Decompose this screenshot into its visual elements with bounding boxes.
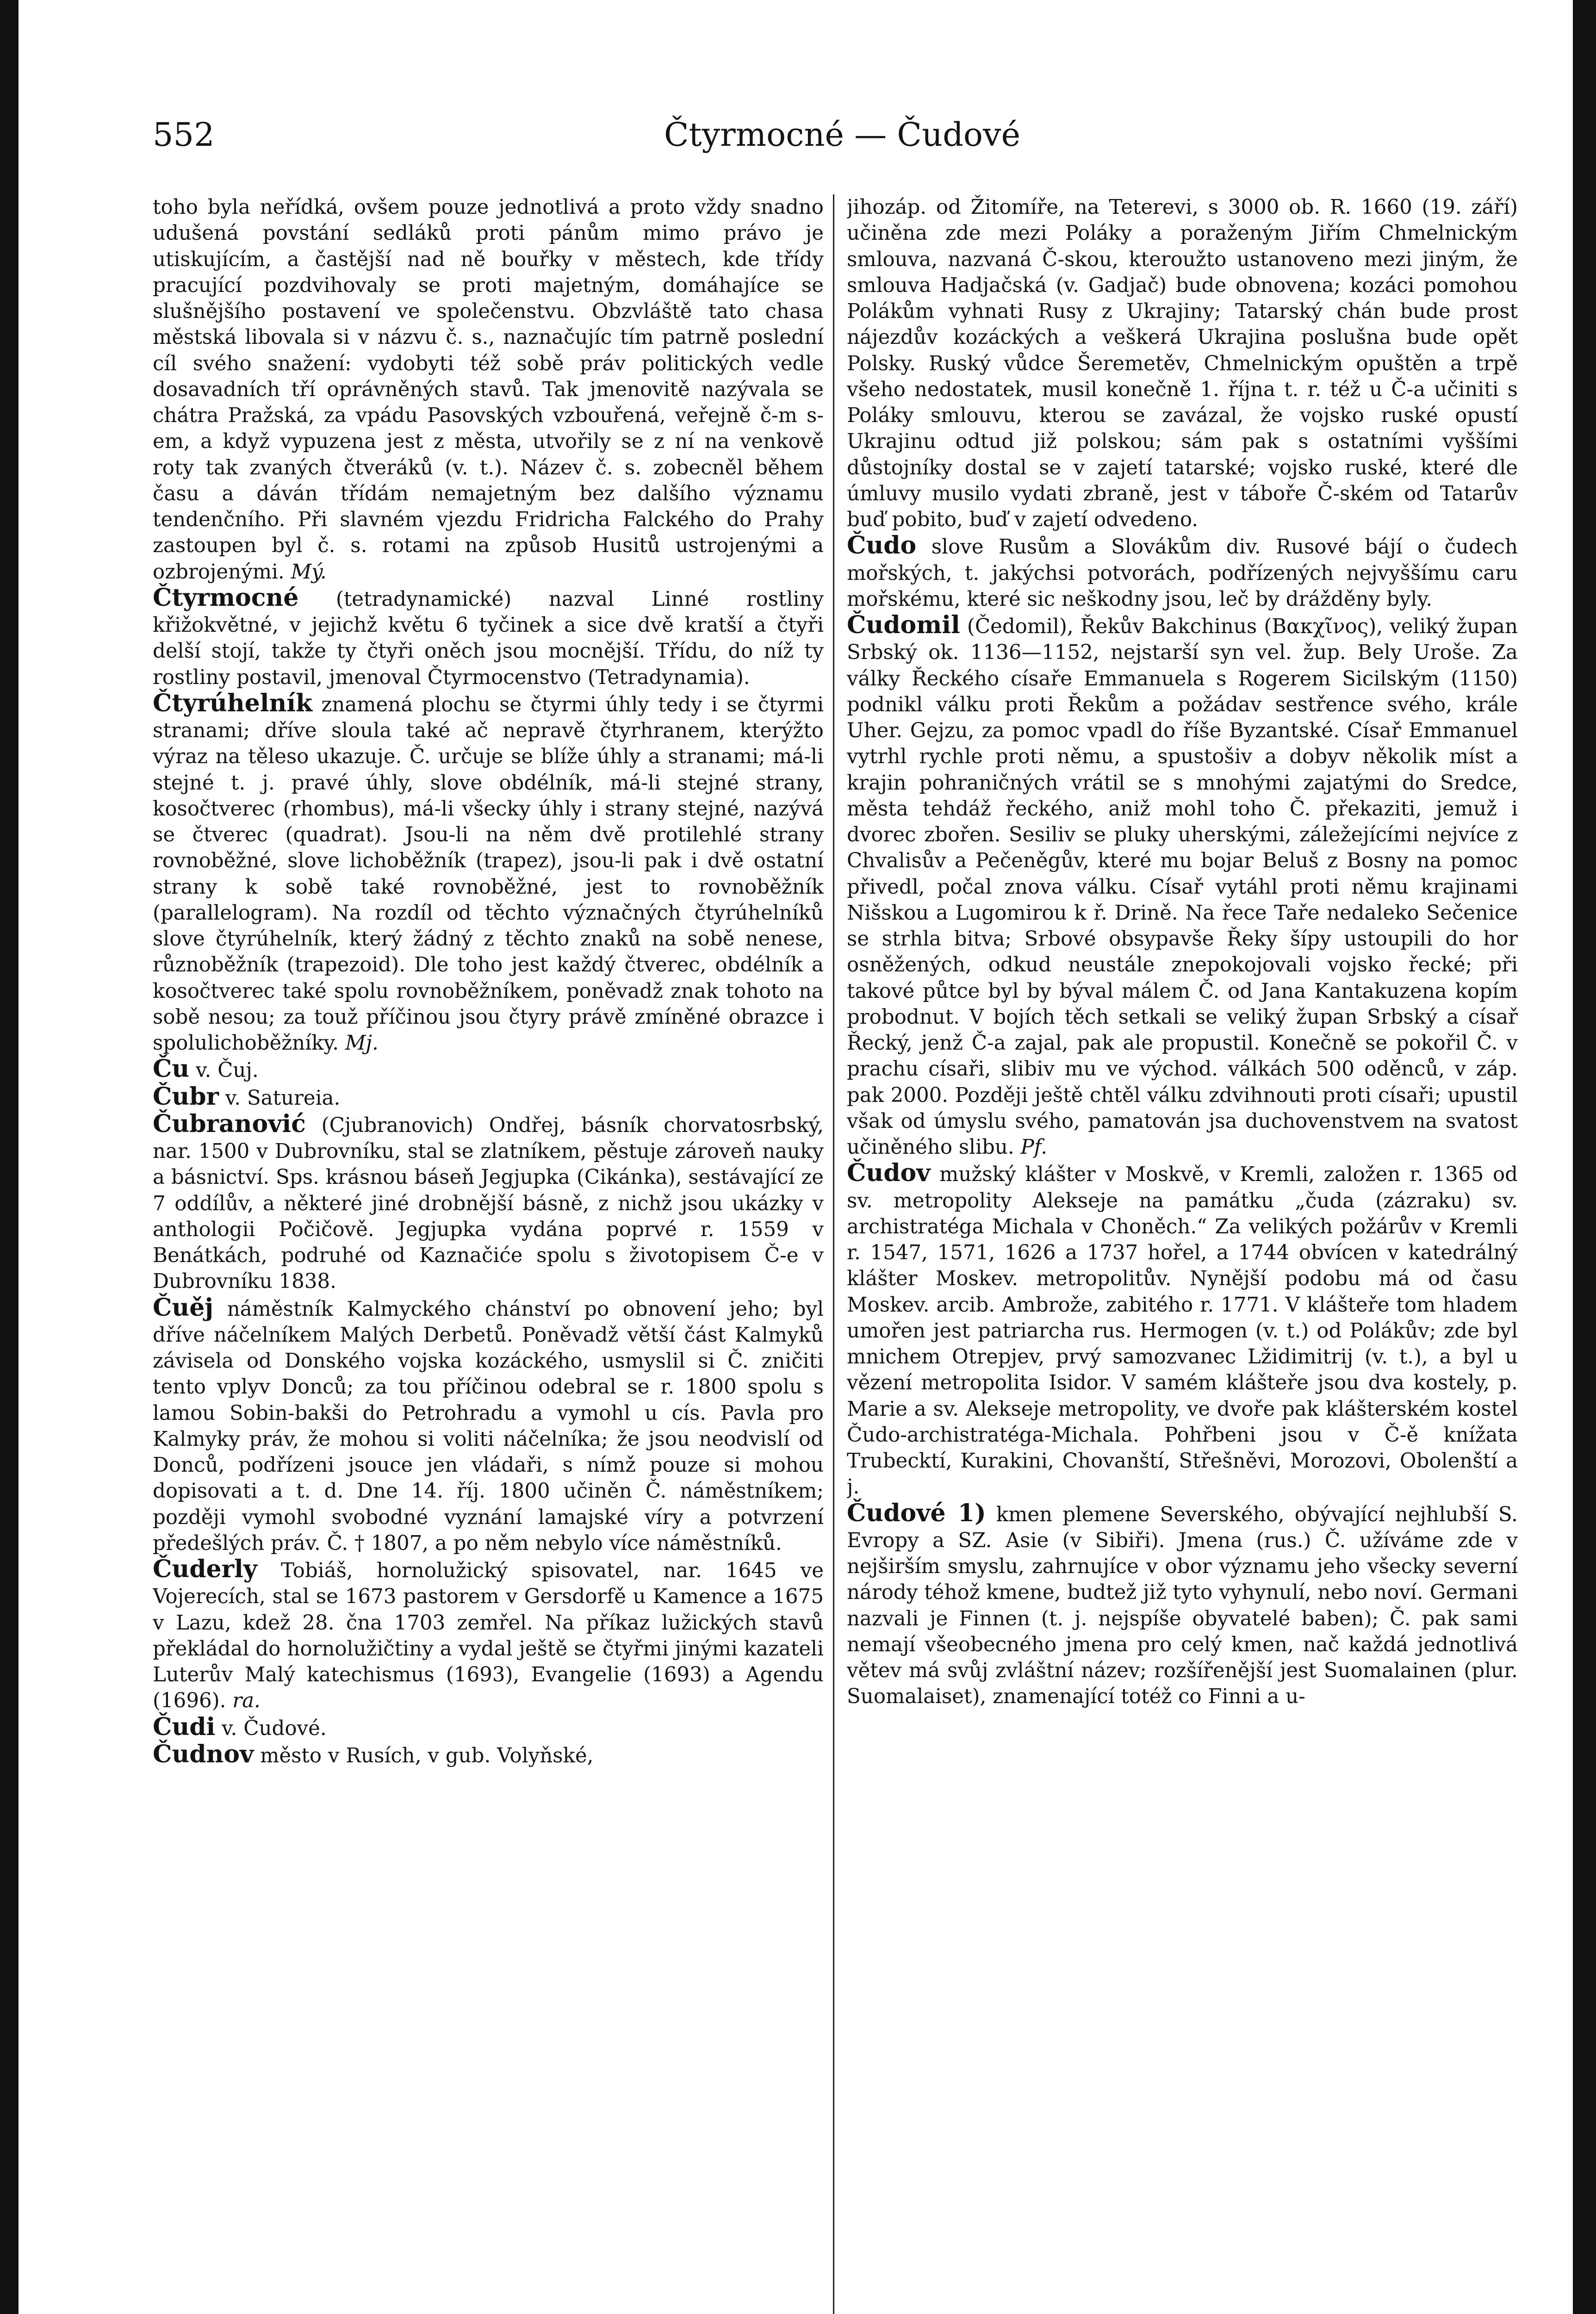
entry-text: (Čedomil), Řekův Bakchinus (Βακχῖνος), veliký župan Srbský ok. 1136—1152, nejstarší syn vel. žup. Bely Uroše. Za války Řeckého císaře Emmanuela s Rogerem Sicilským (1150) podnikl válku proti Řekům a požádav sestřence svého, krále Uher. Gejzu, za pomoc vpadl do říše Byzantské. Císař Emmanuel vytrhl rychle proti němu, a spustošiv a dobyv několik míst a krajin pohraničných vrátil se s mnohými zajatými do Sredce, města tehdáž řeckého, aniž mohl toho Č. překaziti, jemuž i dvorec zbořen. Sesiliv se pluky uherskými, záležejícími nejvíce z Chvalisův a Pečeněgův, které mu bojar Beluš z Bosny na pomoc přivedl, počal znova válku. Císař vytáhl proti němu krajinami Nišskou a Lugomirou k ř. Drině. Na řece Taře nedaleko Sečenice se strhla bitva; Srbové obsypavše Řeky šípy ustoupili do hor osněžených, odkud neustále znepokojovali vojsko řecké; při takové půtce byl by býval málem Č. od Jana Kantakuzena kopím probodnut. V bojích těch setkali se veliký župan Srbský a císař Řecký, jenž Č-a zajal, pak ale propustil. Konečně se pokořil Č. v prachu císaři, slibiv mu ve východ. válkách 500 oděnců, v záp. pak 2000. Později ještě chtěl válku zdvihnouti proti císaři; upustil však od úmyslu svého, pamatován jsa duchovenstvem na svatost učiněného slibu. [847, 615, 1518, 1159]
column-rule [833, 194, 834, 2314]
entry-text: znamená plochu se čtyrmi úhly tedy i se čtyrmi stranami; dříve sloula také ač nepravě čtyrhranem, kterýžto výraz na těleso ukazuje. Č. určuje se blíže úhly a stranami; má-li stejné t. j. pravé úhly, slove obdélník, má-li stejné strany, kosočtverec (rhombus), má-li všecky úhly i strany stejné, nazývá se čtverec (quadrat). Jsou-li na něm dvě protilehlé strany rovnoběžné, slove lichoběžník (trapez), jsou-li pak i dvě ostatní strany k sobě také rovnoběžné, jest to rovnoběžník (parallelogram). Na rozdíl od těchto význačných čtyrúhelníků slove čtyrúhelník, který žádný z těchto znaků na sobě nenese, různoběžník (trapezoid). Dle toho jest každý čtverec, obdélník a kosočtverec také spolu rovnoběžníkem, poněvadž znak tohoto na sobě nesou; za touž příčinou jsou čtyry právě zmíněné obrazce i spolulichoběžníky. [153, 693, 824, 1055]
entry-headword: Čudi [153, 1712, 216, 1741]
entry-headword: Čudo [847, 531, 917, 560]
entry-headword: Čuěj [153, 1293, 214, 1322]
page-header [153, 116, 1532, 167]
entry-continuation [153, 194, 824, 585]
author-signature: ra. [232, 1689, 261, 1713]
entry-headword: Čtyrúhelník [153, 689, 313, 717]
author-signature: Mj. [345, 1032, 379, 1055]
scan-edge-right [1573, 0, 1596, 2314]
page-number: 552 [153, 116, 215, 154]
dictionary-entry [153, 1084, 824, 1111]
entry-headword: Čtyrmocné [153, 583, 299, 612]
dictionary-entry [153, 1056, 824, 1083]
entry-text: jihozáp. od Žitomíře, na Teterevi, s 3000 ob. R. 1660 (19. září) učiněna zde mezi Poláky a poraženým Jiřím Chmelnickým smlouva, nazvaná Č-skou, kteroužto ustanoveno mezi jiným, že smlouva Hadjačská (v. Gadjač) bude obnovena; kozáci pomohou Polákům vyhnati Rusy z Ukrajiny; Tatarský chán bude prost nájezdův kozáckých a veškerá Ukrajina poslušna bude opět Polsky. Ruský vůdce Šeremetěv, Chmelnickým opuštěn a trpě všeho nedostatek, musil konečně 1. října t. r. též u Č-a učiniti s Poláky smlouvu, kterou se zavázal, že vojsko ruské opustí Ukrajinu odtud již polskou; sám pak s ostatními vyššími důstojníky dostal se v zajetí tatarské; vojsko ruské, které dle úmluvy musilo vydati zbraně, jest v táboře Č-ském od Tatarův buď pobito, buď v zajetí odvedeno. [847, 196, 1518, 531]
author-signature: Pf. [1020, 1136, 1048, 1159]
entry-headword: Ču [153, 1055, 190, 1083]
dictionary-entry [153, 585, 824, 690]
dictionary-entry [153, 1111, 824, 1295]
left-column [153, 194, 824, 2314]
dictionary-entry [153, 1714, 824, 1742]
dictionary-entry [153, 1742, 824, 1769]
entry-headword: Čubr [153, 1082, 219, 1111]
right-column [847, 194, 1518, 2314]
entry-continuation [847, 194, 1518, 533]
entry-text: v. Satureia. [225, 1086, 341, 1110]
entry-text: kmen plemene Severského, obývající nejhlubší S. Evropy a SZ. Asie (v Sibiři). Jmena (rus.) Č. užíváme zde v nejširším smyslu, zahrnujíce v obor významu jeho všecky severní národy téhož kmene, budtež již tyto vyhynulí, nebo noví. Germani nazvali je Finnen (t. j. nejspíše obyvatelé baben); Č. pak sami nemají všeobecného jmena pro celý kmen, nač každá jednotlivá větev má svůj zvláštní název; rozšířenější jest Suomalainen (plur. Suomalaiset), znamenající totéž co Finni a u- [847, 1503, 1518, 1709]
dictionary-entry [847, 1160, 1518, 1500]
author-signature: Mý. [291, 560, 327, 584]
dictionary-entry [847, 612, 1518, 1160]
dictionary-entry [847, 1500, 1518, 1710]
entry-headword: Čudomil [847, 611, 960, 639]
dictionary-entry [153, 1295, 824, 1557]
running-head: Čtyrmocné — Čudové [664, 116, 1020, 154]
entry-headword: Čudov [847, 1159, 931, 1188]
scan-edge-left [0, 0, 19, 2314]
entry-headword: Čubranović [153, 1109, 306, 1138]
entry-text: Tobiáš, hornolužický spisovatel, nar. 1645 ve Vojerecích, stal se 1673 pastorem v Gersdorfě u Kamence a 1675 v Lazu, kdež 28. čna 1703 zemřel. Na příkaz lužických stavů překládal do hornolužičtiny a vydal ještě se čtyřmi jinými kazateli Luterův Malý katechismus (1693), Evangelie (1693) a Agendu (1696). [153, 1559, 824, 1713]
entry-headword: Čudnov [153, 1740, 254, 1768]
entry-text: slove Rusům a Slovákům div. Rusové bájí o čudech mořských, t. jakýchsi potvorách, podřízených nejvyššímu caru mořskému, které sic neškodny jsou, leč by drážděny byly. [847, 535, 1518, 611]
dictionary-entry [153, 1556, 824, 1714]
entry-text: náměstník Kalmyckého chánství po obnovení jeho; byl dříve náčelníkem Malých Derbetů. Poněvadž větší část Kalmyků závisela od Donského vojska kozáckého, usmyslil si Č. zničiti tento vplyv Donců; za tou příčinou odebral se r. 1800 spolu s lamou Sobin-bakši do Petrohradu a vymohl u cís. Pavla pro Kalmyky práv, že mohou si voliti náčelníka; že jsou neodvislí od Donců, podřízeni jsouce jen vládaři, s nímž pouze si mohou dopisovati a t. d. Dne 14. říj. 1800 učiněn Č. náměstníkem; později vymohl svobodné vyznání lamajské víry a potvrzení předešlých práv. Č. † 1807, a po něm nebylo více náměstníků. [153, 1297, 824, 1555]
entry-text: mužský klášter v Moskvě, v Kremli, založen r. 1365 od sv. metropolity Alekseje na památku „čuda (zázraku) sv. archistratéga Michala v Choněch.“ Za velikých požárův v Kremli r. 1547, 1571, 1626 a 1737 hořel, a 1744 obvícen v katedrálný klášter Moskev. metropolitův. Nynější podobu má od času Moskev. arcib. Ambrože, zabitého r. 1771. V klášteře tom hladem umořen jest patriarcha rus. Hermogen (v. t.) od Polákův; zde byl mnichem Otrepjev, prvý samozvanec Lžidimitrij (v. t.), a byl u vězení metropolita Isidor. V samém klášteře jsou dva kostely, p. Marie a sv. Alekseje metropolity, ve dvoře pak klášterském kostel Čudo-archistratéga-Michala. Pohřbeni jsou v Č-ě knížata Trubecktí, Kurakini, Chovanští, Střešněvi, Morozovi, Obolenští a j. [847, 1163, 1518, 1499]
entry-headword: Čudové 1) [847, 1499, 986, 1527]
entry-text: toho byla neřídká, ovšem pouze jednotlivá a proto vždy snadno udušená povstání sedláků proti pánům mimo právo je utiskujícím, a častější nad ně bouřky v městech, kde třídy pracující pozdvihovaly se proti majetným, domáhajíce se slušnějšího postavení ve společenstvu. Obzvláště tato chasa městská libovala si v názvu č. s., naznačujíc tím patrně poslední cíl svého snažení: vydobyti též sobě práv politických vedle dosavadních tří oprávněných stavů. Tak jmenovitě nazývala se chátra Pražská, za vpádu Pasovských vzbouřená, veřejně č-m s-em, a když vypuzena jest z města, utvořily se z ní na venkově roty tak zvaných čtveráků (v. t.). Název č. s. zobecněl během času a dáván třídám nemajetným bez dalšího významu tendenčního. Při slavném vjezdu Fridricha Falckého do Prahy zastoupen byl č. s. rotami na způsob Husitů ustrojenými a ozbrojenými. [153, 196, 824, 584]
entry-text: (Cjubranovich) Ondřej, básník chorvatosrbský, nar. 1500 v Dubrovníku, stal se zlatníkem, pěstuje zároveň nauky a básnictví. Sps. krásnou báseň Jegjupka (Cikánka), sestávající ze 7 oddílův, a některé jiné drobnější básně, z nichž jsou ukázky v anthologii Počičově. Jegjupka vydána poprvé r. 1559 v Benátkách, podruhé od Kaznačiće spolu s životopisem Č-e v Dubrovníku 1838. [153, 1113, 824, 1294]
dictionary-entry [847, 533, 1518, 612]
entry-text: v. Čudové. [222, 1717, 327, 1740]
entry-text: (tetradynamické) nazval Linné rostliny křižokvětné, v jejichž květu 6 tyčinek a sice dvě kratší a čtyři delší stojí, takže ty čtyři oněch jsou mocnější. Třídu, do níž ty rostliny postavil, jmenoval Čtyrmocenstvo (Tetradynamia). [153, 587, 824, 689]
entry-text: v. Čuj. [196, 1059, 259, 1082]
dictionary-entry [153, 690, 824, 1057]
entry-headword: Čuderly [153, 1555, 258, 1583]
entry-text: město v Rusích, v gub. Volyňské, [260, 1744, 594, 1767]
